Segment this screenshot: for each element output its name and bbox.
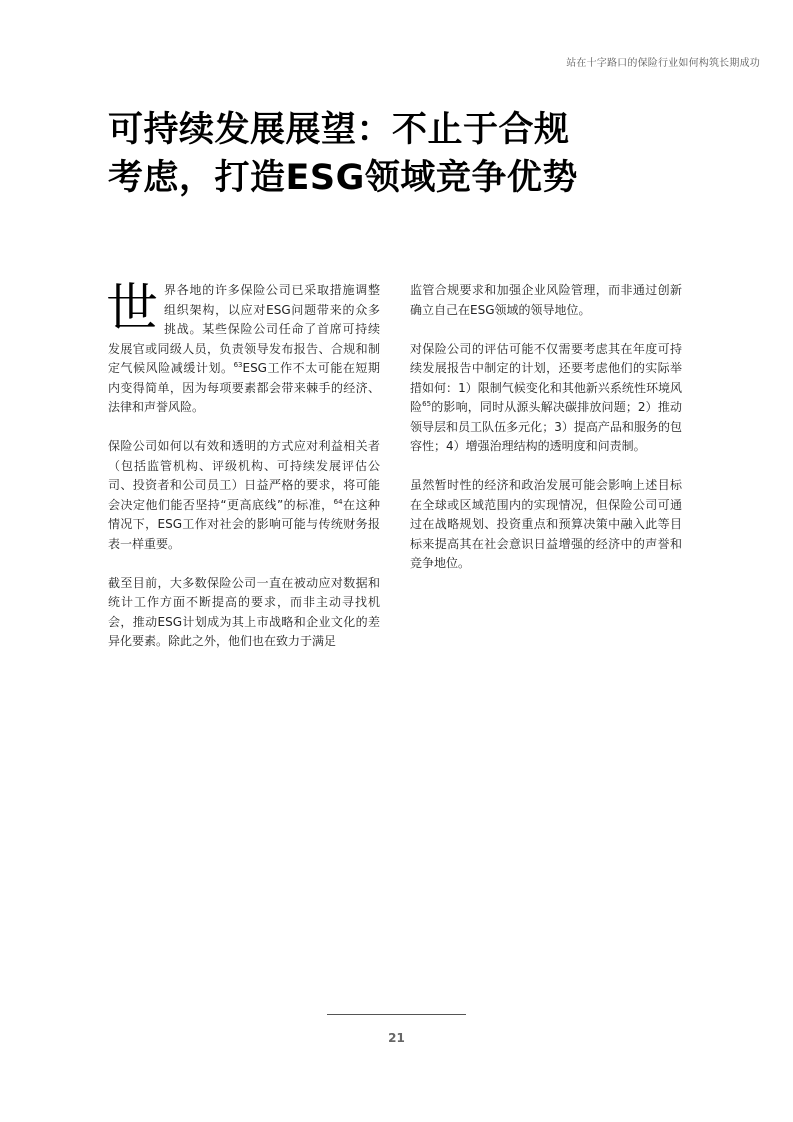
paragraph-5 <box>410 340 682 457</box>
page-title-line-2: 考虑，打造ESG领域竞争优势 <box>108 158 578 198</box>
footer-divider <box>327 1014 466 1015</box>
paragraph-5-text-a: 对保险公司的评估可能不仅需要考虑其在年度可持续发展报告中制定的计划，还要考虑他们的实际举措如何：1）限制气候变化和其他新兴系统性环境风险 <box>410 341 682 414</box>
left-column <box>108 281 380 671</box>
right-column <box>410 281 682 593</box>
paragraph-3: 截至目前，大多数保险公司一直在被动应对数据和统计工作方面不断提高的要求，而非主动寻找机会，推动ESG计划成为其上市战略和企业文化的差异化要素。除此之外，他们也在致力于满足 <box>108 575 380 648</box>
page-number: 21 <box>388 1031 405 1045</box>
page-title-line-1: 可持续发展展望：不止于合规 <box>108 110 570 150</box>
paragraph-2-text-b: 在这种情况下，ESG工作对社会的影响可能与传统财务报表一样重要。 <box>108 497 380 551</box>
paragraph-2 <box>108 437 380 554</box>
footnote-ref-65: 65 <box>422 400 432 408</box>
paragraph-2-text-a: 保险公司如何以有效和透明的方式应对利益相关者（包括监管机构、评级机构、可持续发展评估公司、投资者和公司员工）日益严格的要求，将可能会决定他们能否坚持“更高底线”的标准， <box>108 439 380 512</box>
footnote-ref-63: 63 <box>233 361 243 369</box>
paragraph-1-text-a: 界各地的许多保险公司已采取措施调整组织架构，以应对ESG问题带来的众多挑战。某些保险公司任命了首席可持续发展官或同级人员，负责领导发布报告、合规和制定气候风险减缓计划。 <box>108 283 380 375</box>
drop-cap: 世 <box>106 279 159 339</box>
paragraph-4: 监管合规要求和加强企业风险管理，而非通过创新确立自己在ESG领域的领导地位。 <box>410 283 682 317</box>
page-title <box>108 106 668 202</box>
footnote-ref-64: 64 <box>333 497 343 506</box>
paragraph-5-text-b: 的影响，同时从源头解决碳排放问题；2）推动领导层和员工队伍多元化；3）提高产品和服务的包容性；4）增强治理结构的透明度和问责制。 <box>410 400 682 453</box>
paragraph-6: 虽然暂时性的经济和政治发展可能会影响上述目标在全球或区域范围内的实现情况，但保险公司可通过在战略规划、投资重点和预算决策中融入此等目标来提高其在社会意识日益增强的经济中的声誉和竞争地位。 <box>410 478 682 570</box>
paragraph-1-text-b: ESG工作不太可能在短期内变得简单，因为每项要素都会带来棘手的经济、法律和声誉风险。 <box>108 361 380 414</box>
paragraph-1 <box>108 281 380 418</box>
running-header: 站在十字路口的保险行业如何构筑长期成功 <box>566 58 760 69</box>
